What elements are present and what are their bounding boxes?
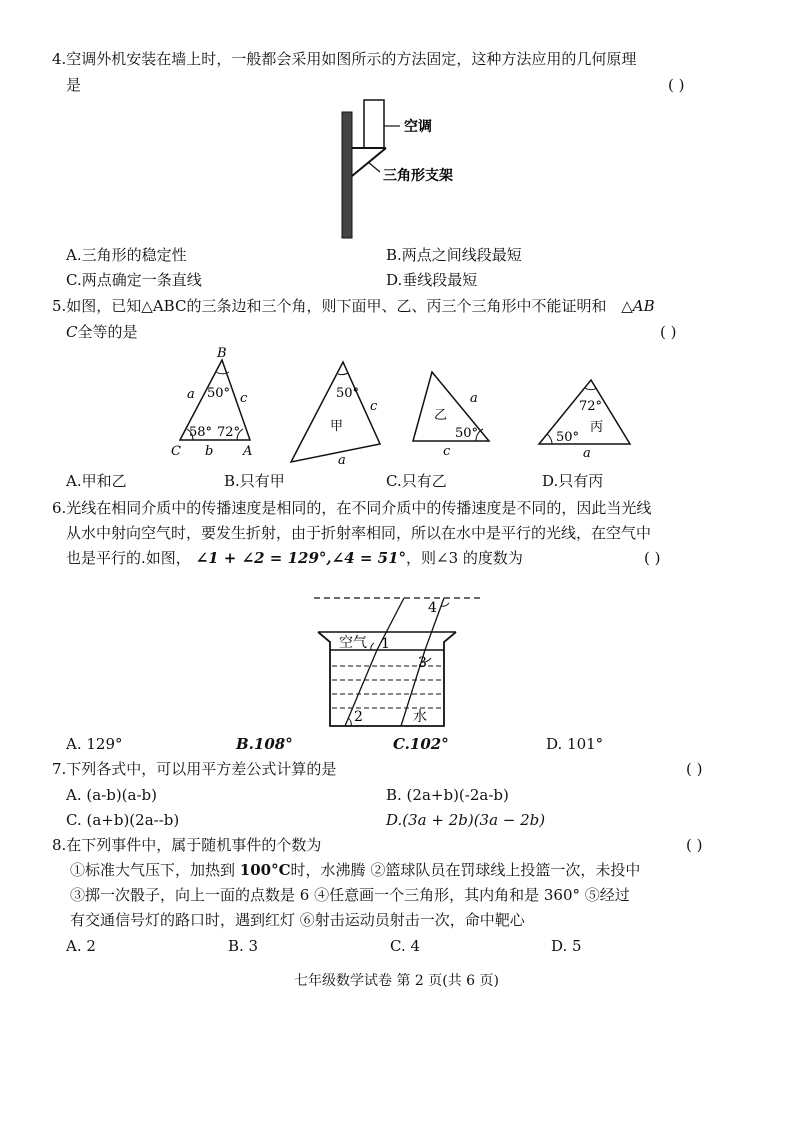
q8-option-a[interactable]: A. 2 — [66, 937, 96, 955]
angle-b: 50° — [207, 386, 231, 401]
q5-option-b[interactable]: B.只有甲 — [224, 472, 285, 490]
q6-option-c[interactable]: C.102° — [393, 735, 449, 753]
q4-option-d[interactable]: D.垂线段最短 — [386, 271, 478, 289]
q6-answer-paren: ( ) — [644, 549, 661, 567]
angle-c: 58° — [189, 425, 213, 440]
q8-events-line2: ③掷一次骰子，向上一面的点数是 6 ④任意画一个三角形，其内角和是 360° ⑤经过 — [70, 886, 630, 904]
q8-option-b[interactable]: B. 3 — [228, 937, 259, 955]
jia-side-a: a — [338, 453, 346, 468]
vertex-c: C — [171, 444, 181, 459]
q5-triangle-label: △AB — [621, 297, 655, 315]
q5-option-a[interactable]: A.甲和乙 — [66, 472, 127, 490]
q6-option-b[interactable]: B.108° — [236, 735, 293, 753]
q4-answer-paren: ( ) — [668, 76, 685, 94]
yi-side-a: a — [470, 391, 478, 406]
q8-events-line1 — [70, 859, 640, 881]
q7-option-d[interactable]: D.(3a + 2b)(3a − 2b) — [386, 811, 546, 829]
q5-option-d[interactable]: D.只有丙 — [542, 472, 604, 490]
jia-angle: 50° — [336, 386, 360, 401]
page-footer: 七年级数学试卷 第 2 页(共 6 页) — [294, 973, 499, 989]
vertex-b: B — [217, 346, 227, 361]
q6-stem-line2: 从水中射向空气时，要发生折射，由于折射率相同，所以在水中是平行的光线，在空气中 — [66, 524, 652, 542]
q8-event-text: ①标准大气压下，加热到 — [70, 861, 236, 879]
q8-temperature: 100°C — [239, 861, 291, 879]
q4-stem-line2: 是 — [66, 76, 82, 94]
water-label: 水 — [413, 709, 427, 725]
q4-option-a[interactable]: A.三角形的稳定性 — [66, 246, 187, 264]
q4-option-b[interactable]: B.两点之间线段最短 — [386, 246, 522, 264]
bing-angle-top: 72° — [579, 399, 603, 414]
yi-angle: 50° — [455, 426, 479, 441]
q5-option-c[interactable]: C.只有乙 — [386, 472, 447, 490]
q8-stem: 8.在下列事件中，属于随机事件的个数为 — [52, 836, 322, 854]
angle-4-label: 4 — [428, 600, 437, 616]
q6-angle-condition: ∠1 + ∠2 = 129°,∠4 = 51° — [195, 549, 407, 567]
q7-answer-paren: ( ) — [686, 760, 703, 778]
jia-name: 甲 — [330, 419, 344, 434]
q5-stem-text: 5.如图，已知△ABC的三条边和三个角，则下面甲、乙、丙三个三角形中不能证明和 — [52, 297, 607, 315]
q7-option-a[interactable]: A. (a-b)(a-b) — [66, 786, 158, 804]
q7-stem: 7.下列各式中，可以用平方差公式计算的是 — [52, 760, 337, 778]
bing-angle-left: 50° — [556, 430, 580, 445]
bing-name: 丙 — [590, 420, 604, 435]
q6-stem-end: ，则∠3 的度数为 — [406, 549, 523, 567]
q8-option-d[interactable]: D. 5 — [551, 937, 582, 955]
q5-triangle-label-end: C — [66, 323, 78, 341]
q8-option-c[interactable]: C. 4 — [390, 937, 421, 955]
q7-option-b[interactable]: B. (2a+b)(-2a-b) — [386, 786, 509, 804]
q6-option-d[interactable]: D. 101° — [546, 735, 604, 753]
yi-name: 乙 — [434, 408, 448, 423]
q8-answer-paren: ( ) — [686, 836, 703, 854]
q4-option-c[interactable]: C.两点确定一条直线 — [66, 271, 202, 289]
q5-answer-paren: ( ) — [660, 323, 677, 341]
q6-stem-line1: 6.光线在相同介质中的传播速度是相同的，在不同介质中的传播速度是不同的，因此当光线 — [52, 499, 652, 517]
support-label: 三角形支架 — [383, 168, 453, 184]
side-c: c — [240, 391, 248, 406]
q7-option-c[interactable]: C. (a+b)(2a--b) — [66, 811, 180, 829]
q5-stem-end: 全等的是 — [77, 323, 138, 341]
angle-2-label: 2 — [354, 709, 363, 725]
jia-side-c: c — [370, 399, 378, 414]
bing-side-a: a — [583, 446, 591, 461]
angle-a: 72° — [217, 425, 241, 440]
q6-stem-text: 也是平行的.如图， — [66, 549, 191, 567]
vertex-a: A — [243, 444, 253, 459]
air-label: 空气 — [339, 635, 367, 651]
yi-side-c: c — [443, 444, 451, 459]
side-a: a — [187, 387, 195, 402]
q8-events-line3: 有交通信号灯的路口时，遇到红灯 ⑥射击运动员射击一次，命中靶心 — [70, 911, 525, 929]
q6-option-a[interactable]: A. 129° — [66, 735, 123, 753]
q8-event-text-cont: 时，水沸腾 ②篮球队员在罚球线上投篮一次，未投中 — [290, 861, 641, 879]
angle-1-label: 1 — [381, 636, 390, 652]
q4-stem-line1: 4.空调外机安装在墙上时，一般都会采用如图所示的方法固定，这种方法应用的几何原理 — [52, 50, 637, 68]
side-b: b — [205, 444, 214, 459]
aircon-label: 空调 — [404, 119, 432, 135]
angle-3-label: 3 — [418, 655, 427, 671]
